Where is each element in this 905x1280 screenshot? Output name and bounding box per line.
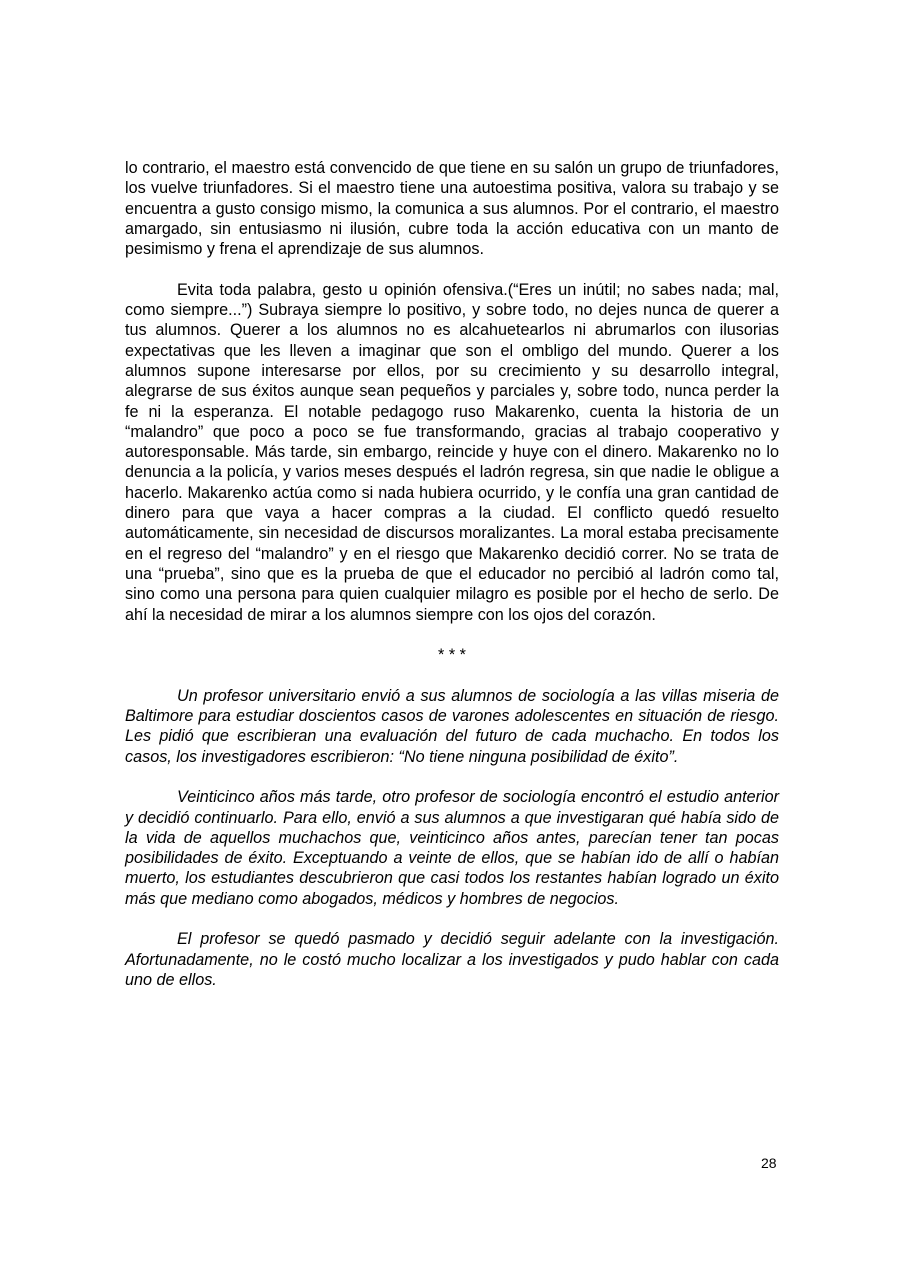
document-body <box>125 158 779 990</box>
paragraph-spacer <box>125 625 779 645</box>
italic-paragraph-2: Veinticinco años más tarde, otro profesor de sociología encontró el estudio anterior y decidió continuarlo. Para ello, envió a sus alumnos a que investigaran qué había sido de la vida de aquellos muchachos que, veinticinco años antes, parecían tener tan pocas posibilidades de éxito. Exceptuando a veinte de ellos, que se habían ido de allí o habían muerto, los estudiantes descubrieron que casi todos los restantes habían logrado un éxito más que mediano como abogados, médicos y hombres de negocios. <box>125 788 779 908</box>
paragraph-spacer <box>125 767 779 787</box>
italic-paragraph-1: Un profesor universitario envió a sus alumnos de sociología a las villas miseria de Baltimore para estudiar doscientos casos de varones adolescentes en situación de riesgo. Les pidió que escribieran una evaluación del futuro de cada muchacho. En todos los casos, los investigadores escribieron: “No tiene ninguna posibilidad de éxito”. <box>125 686 779 766</box>
page-number: 28 <box>761 1155 777 1171</box>
paragraph-1: lo contrario, el maestro está convencido de que tiene en su salón un grupo de triunfadores, los vuelve triunfadores. Si el maestro tiene una autoestima positiva, valora su trabajo y se encuentra a gusto consigo mismo, la comunica a sus alumnos. Por el contrario, el maestro amargado, sin entusiasmo ni ilusión, cubre toda la acción educativa con un manto de pesimismo y frena el aprendizaje de sus alumnos. <box>125 159 779 259</box>
paragraph-spacer <box>125 665 779 685</box>
section-separator: * * * <box>438 646 466 665</box>
paragraph-spacer <box>125 909 779 929</box>
paragraph-spacer <box>125 259 779 279</box>
paragraph-2: Evita toda palabra, gesto u opinión ofensiva.(“Eres un inútil; no sabes nada; mal, como siempre...”) Subraya siempre lo positivo, y sobre todo, no dejes nunca de querer a tus alumnos. Querer a los alumnos no es alcahuetearlos ni abrumarlos con ilusorias expectativas que les lleven a imaginar que son el ombligo del mundo. Querer a los alumnos supone interesarse por ellos, por su crecimiento y su desarrollo integral, alegrarse de sus éxitos aunque sean pequeños y parciales y, sobre todo, nunca perder la fe ni la esperanza. El notable pedagogo ruso Makarenko, cuenta la historia de un “malandro” que poco a poco se fue transformando, gracias al trabajo cooperativo y autoresponsable. Más tarde, sin embargo, reincide y huye con el dinero. Makarenko no lo denuncia a la policía, y varios meses después el ladrón regresa, sin que nadie le obligue a hacerlo. Makarenko actúa como si nada hubiera ocurrido, y le confía una gran cantidad de dinero para que vaya a hacer compras a la ciudad. El conflicto quedó resuelto automáticamente, sin necesidad de discursos moralizantes. La moral estaba precisamente en el regreso del “malandro” y en el riesgo que Makarenko decidió correr. No se trata de una “prueba”, sino que es la prueba de que el educador no percibió al ladrón como tal, sino como una persona para quien cualquier milagro es posible por el hecho de serlo. De ahí la necesidad de mirar a los alumnos siempre con los ojos del corazón. <box>125 280 779 624</box>
italic-paragraph-3: El profesor se quedó pasmado y decidió seguir adelante con la investigación. Afortunadamente, no le costó mucho localizar a los investigados y pudo hablar con cada uno de ellos. <box>125 930 779 989</box>
